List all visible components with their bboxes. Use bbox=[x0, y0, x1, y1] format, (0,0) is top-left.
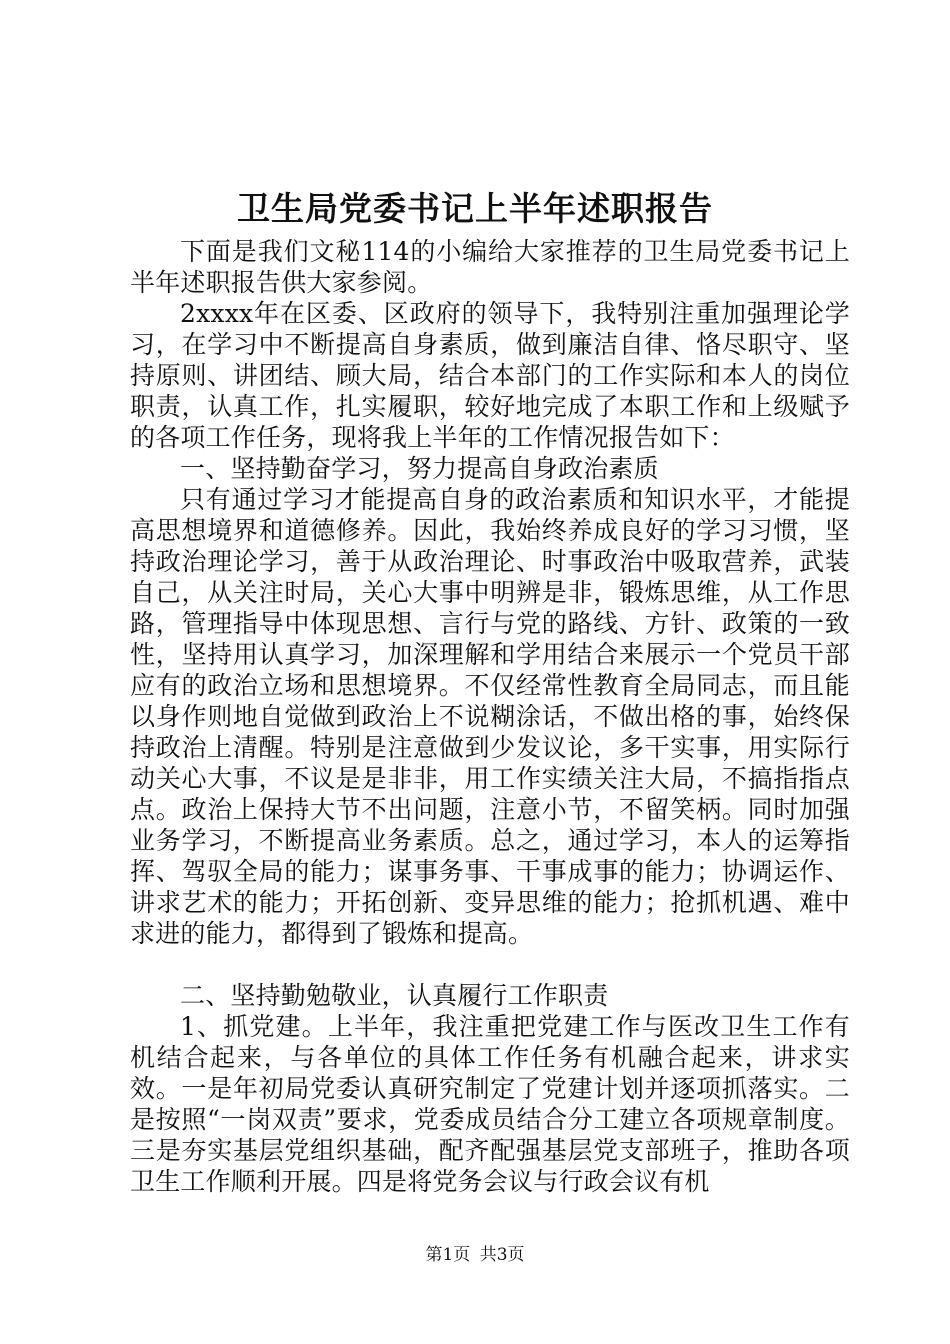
page-total: 共3页 bbox=[479, 1245, 525, 1265]
section-2-paragraph: 1、抓党建。上半年，我注重把党建工作与医改卫生工作有机结合起来，与各单位的具体工作任务有机融合起来，讲求实效。一是年初局党委认真研究制定了党建计划并逐项抓落实。二是按照“一岗双责”要求，党委成员结合分工建立各项规章制度。三是夯实基层党组织基础，配齐配强基层党支部班子，推助各项卫生工作顺利开展。四是将党务会议与行政会议有机 bbox=[130, 1012, 850, 1196]
page-number: 第1页 bbox=[425, 1245, 471, 1265]
intro-paragraph: 下面是我们文秘114的小编给大家推荐的卫生局党委书记上半年述职报告供大家参阅。 bbox=[130, 237, 850, 297]
section-1-paragraph: 只有通过学习才能提高自身的政治素质和知识水平，才能提高思想境界和道德修养。因此，我始终养成良好的学习习惯，坚持政治理论学习，善于从政治理论、时事政治中吸取营养，武装自己，从关注时局，关心大事中明辨是非，锻炼思维，从工作思路，管理指导中体现思想、言行与党的路线、方针、政策的一致性，坚持用认真学习，加深理解和学用结合来展示一个党员干部应有的政治立场和思想境界。不仅经常性教育全局同志，而且能以身作则地自觉做到政治上不说糊涂话，不做出格的事，始终保持政治上清醒。特别是注意做到少发议论，多干实事，用实际行动关心大事，不议是是非非，用工作实绩关注大局，不搞指指点点。政治上保持大节不出问题，注意小节，不留笑柄。同时加强业务学习，不断提高业务素质。总之，通过学习，本人的运筹指挥、驾驭全局的能力；谋事务事、干事成事的能力；协调运作、讲求艺术的能力；开拓创新、变异思维的能力；抢抓机遇、难中求进的能力，都得到了锻炼和提高。 bbox=[130, 485, 850, 948]
opening-paragraph: 2xxxx年在区委、区政府的领导下，我特别注重加强理论学习，在学习中不断提高自身素质，做到廉洁自律、恪尽职守、坚持原则、讲团结、顾大局，结合本部门的工作实际和本人的岗位职责，认真工作，扎实履职，较好地完成了本职工作和上级赋予的各项工作任务，现将我上半年的工作情况报告如下： bbox=[130, 299, 850, 452]
document-title: 卫生局党委书记上半年述职报告 bbox=[237, 189, 713, 228]
document-body bbox=[130, 236, 850, 1197]
page-footer bbox=[0, 1244, 950, 1266]
section-heading-2: 二、坚持勤勉敬业，认真履行工作职责 bbox=[180, 981, 609, 1010]
paragraph-gap bbox=[130, 949, 850, 980]
section-heading-1: 一、坚持勤奋学习，努力提高自身政治素质 bbox=[180, 454, 659, 483]
